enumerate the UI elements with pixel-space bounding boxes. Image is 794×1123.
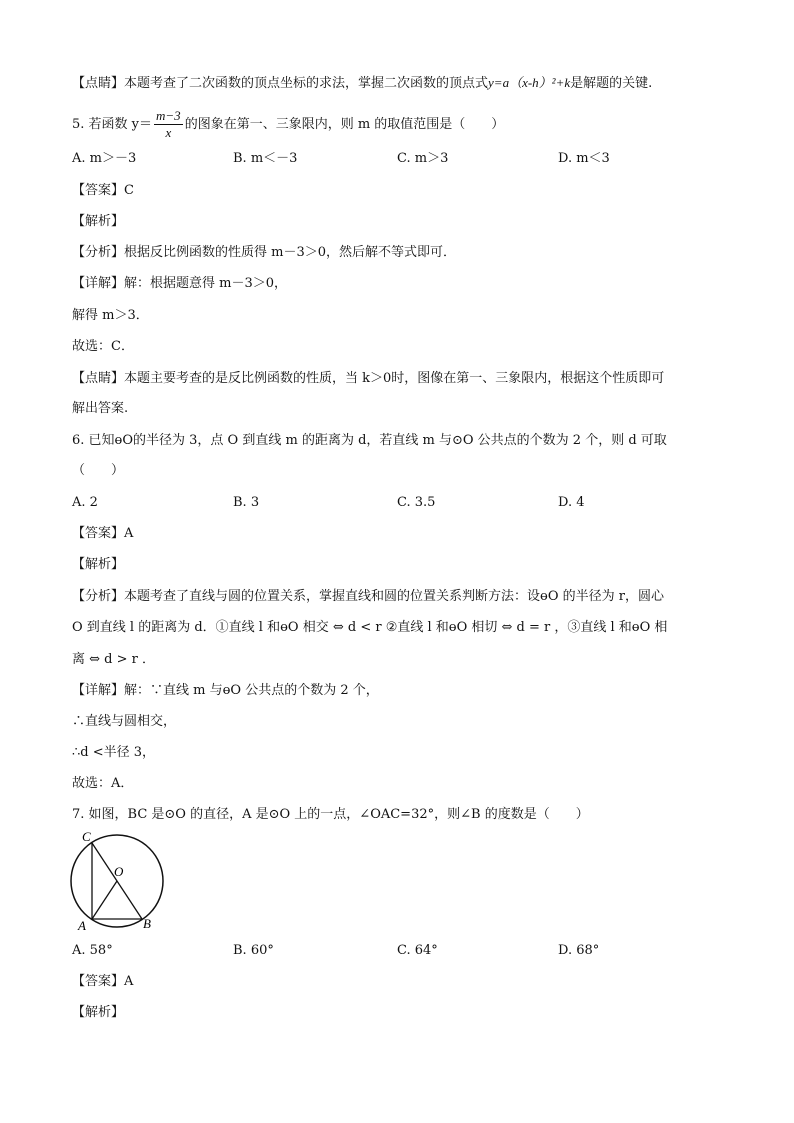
q5-fenxi: 【分析】根据反比例函数的性质得 m－3＞0，然后解不等式即可． bbox=[72, 245, 457, 260]
q6-fenxi-3: 离 ⇔ d > r ． bbox=[72, 652, 155, 667]
q6-answer: 【答案】A bbox=[72, 526, 134, 541]
q5-step3: 故选：C． bbox=[72, 339, 134, 354]
q6-step2: ∴直线与圆相交， bbox=[72, 714, 177, 729]
q5-option-a: A. m＞－3 bbox=[72, 151, 137, 166]
q5-fraction bbox=[154, 108, 183, 141]
q5-stem-before: 5. 若函数 y＝ bbox=[72, 117, 153, 132]
q6-step4: 故选：A． bbox=[72, 776, 134, 791]
q6-option-b: B. 3 bbox=[233, 495, 260, 510]
q7-option-d: D. 68° bbox=[558, 943, 600, 958]
q6-option-c: C. 3.5 bbox=[397, 495, 436, 510]
q5-dianjing-2: 解出答案. bbox=[72, 401, 129, 416]
q6-step3: ∴d <半径 3， bbox=[72, 745, 156, 760]
q5-option-c: C. m＞3 bbox=[397, 151, 449, 166]
q7-option-a: A. 58° bbox=[72, 943, 113, 958]
q5-answer: 【答案】C bbox=[72, 183, 134, 198]
q5-analysis-title: 【解析】 bbox=[72, 214, 125, 229]
q5-option-b: B. m＜－3 bbox=[233, 151, 298, 166]
label-o: O bbox=[114, 864, 124, 879]
prev-comment-end: 是解题的关键. bbox=[570, 76, 653, 91]
q5-fraction-num: m−3 bbox=[156, 108, 181, 123]
q6-fenxi-1: 【分析】本题考查了直线与圆的位置关系，掌握直线和圆的位置关系判断方法：设ɵO 的半径为 r，圆心 bbox=[72, 589, 664, 604]
q5-stem bbox=[72, 106, 504, 144]
q6-xiangjie: 【详解】解：∵直线 m 与ɵO 公共点的个数为 2 个， bbox=[72, 683, 379, 698]
label-a: A bbox=[78, 918, 86, 933]
q7-answer: 【答案】A bbox=[72, 974, 134, 989]
q5-xiangjie: 【详解】解：根据题意得 m－3＞0， bbox=[72, 276, 288, 291]
q7-analysis-title: 【解析】 bbox=[72, 1005, 125, 1020]
q7-option-b: B. 60° bbox=[233, 943, 274, 958]
prev-comment-text: 本题考查了二次函数的顶点坐标的求法，掌握二次函数的顶点式 bbox=[124, 76, 489, 91]
vertex-form-formula: y=a（x-h）²+k bbox=[488, 75, 571, 90]
q5-step2: 解得 m＞3． bbox=[72, 308, 149, 323]
q5-fraction-den: x bbox=[165, 125, 172, 140]
q6-stem-2: （ ） bbox=[72, 463, 125, 478]
label-b: B bbox=[143, 916, 151, 931]
q5-dianjing-1: 【点睛】本题主要考查的是反比例函数的性质，当 k＞0时，图像在第一、三象限内，根据这个性质即可 bbox=[72, 371, 665, 386]
label-c: C bbox=[82, 829, 91, 844]
q7-stem: 7. 如图，BC 是⊙O 的直径，A 是⊙O 上的一点，∠OAC=32°，则∠B 的度数是（ ） bbox=[72, 807, 589, 822]
prev-comment-line bbox=[72, 74, 652, 93]
q6-option-d: D. 4 bbox=[558, 495, 585, 510]
q7-option-c: C. 64° bbox=[397, 943, 438, 958]
q5-stem-after: 的图象在第一、三象限内，则 m 的取值范围是（ ） bbox=[184, 117, 505, 132]
q6-option-a: A. 2 bbox=[72, 495, 98, 510]
q6-stem-1: 6. 已知ɵO的半径为 3，点 O 到直线 m 的距离为 d，若直线 m 与⊙O 公共点的个数为 2 个，则 d 可取 bbox=[72, 433, 667, 448]
prev-comment-tag: 【点睛】 bbox=[72, 76, 125, 91]
radius-oa bbox=[92, 881, 117, 919]
q6-analysis-title: 【解析】 bbox=[72, 557, 125, 572]
q5-option-d: D. m＜3 bbox=[558, 151, 610, 166]
q6-fenxi-2: O 到直线 l 的距离为 d．①直线 l 和ɵO 相交 ⇔ d < r ②直线 l 和ɵO 相切 ⇔ d = r ，③直线 l 和ɵO 相 bbox=[72, 620, 668, 635]
q7-circle-figure bbox=[68, 828, 172, 934]
